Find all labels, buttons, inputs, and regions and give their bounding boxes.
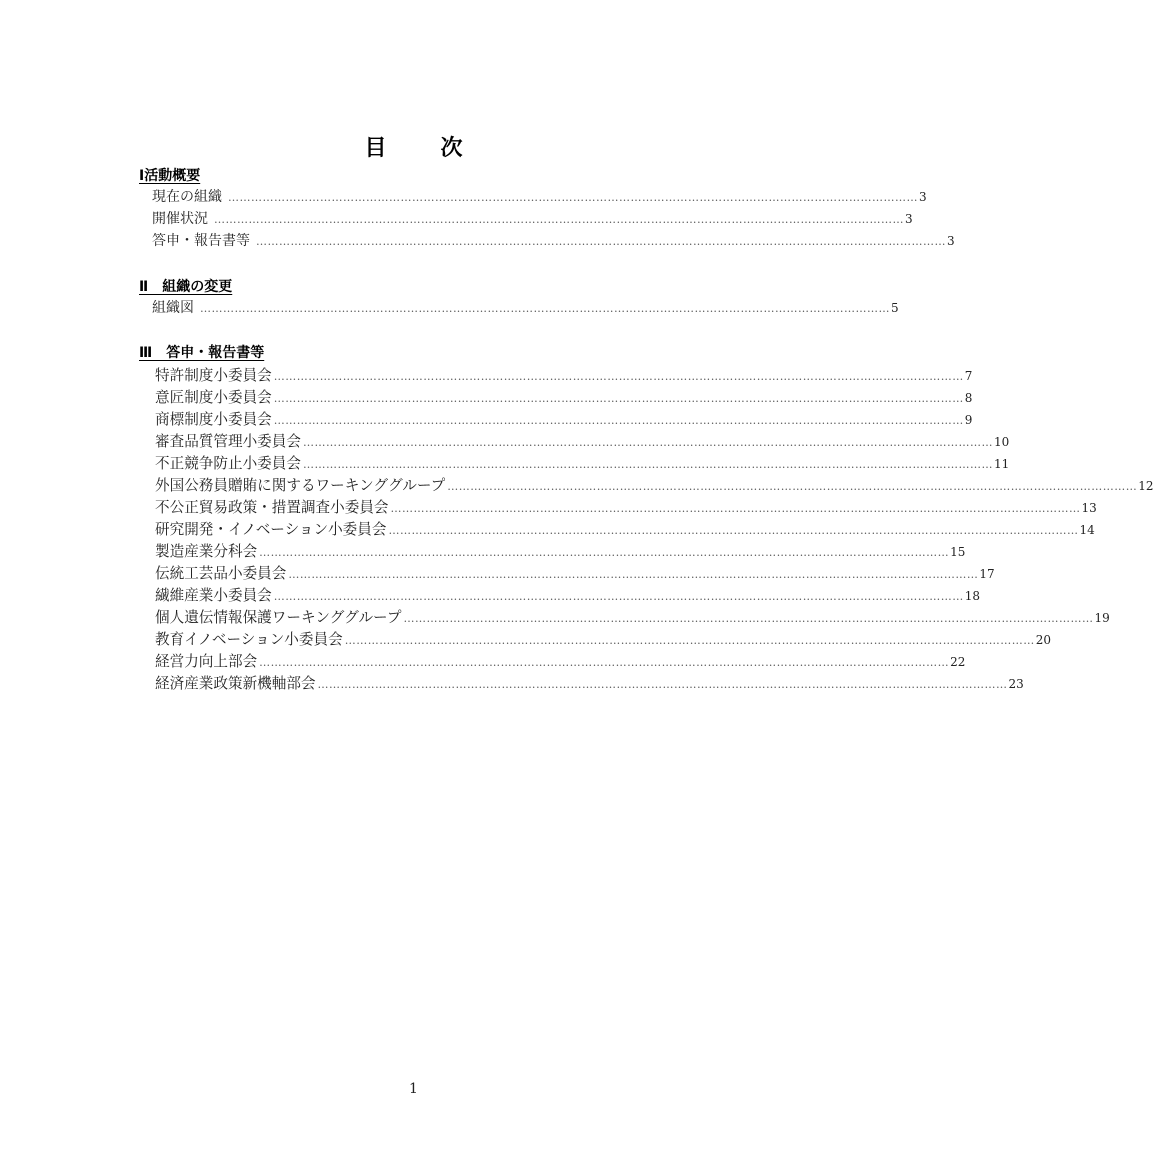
- dot-leader: ………………………………………………………………………………………………………………………………………………………………: [256, 235, 946, 248]
- toc-entry[interactable]: [155, 606, 1110, 628]
- toc-entry-label: 意匠制度小委員会: [155, 389, 272, 406]
- dot-leader: ………………………………………………………………………………………………………………………………………………………………: [317, 678, 1008, 691]
- dot-leader: ………………………………………………………………………………………………………………………………………………………………: [200, 302, 890, 315]
- toc-entry-page: 9: [964, 413, 973, 427]
- dot-leader: ………………………………………………………………………………………………………………………………………………………………: [302, 436, 993, 449]
- toc-entry[interactable]: [155, 562, 995, 584]
- dot-leader: ………………………………………………………………………………………………………………………………………………………………: [288, 568, 979, 581]
- toc-entry-page: 13: [1081, 501, 1097, 515]
- toc-entry-label: 組織図: [152, 300, 194, 316]
- page-number: 1: [409, 1081, 418, 1097]
- toc-entry-label: 答申・報告書等: [152, 233, 250, 249]
- toc-entry[interactable]: [155, 474, 1154, 496]
- toc-entry-label: 商標制度小委員会: [155, 411, 272, 428]
- dot-leader: ………………………………………………………………………………………………………………………………………………………………: [344, 634, 1035, 647]
- toc-entry-label: 繊維産業小委員会: [155, 587, 272, 604]
- toc-entry[interactable]: [155, 540, 966, 562]
- toc-entry-page: 10: [993, 435, 1010, 449]
- toc-entry-label: 不公正貿易政策・措置調査小委員会: [155, 499, 389, 516]
- toc-entry-label: 審査品質管理小委員会: [155, 433, 301, 450]
- toc-entry-page: 3: [919, 190, 927, 204]
- toc-entry[interactable]: [152, 297, 899, 319]
- toc-entry-label: 特許制度小委員会: [155, 367, 272, 384]
- toc-entry-page: 8: [964, 391, 973, 405]
- toc-entry-page: 15: [950, 545, 966, 559]
- toc-entry-page: 12: [1138, 479, 1154, 493]
- dot-leader: ………………………………………………………………………………………………………………………………………………………………: [273, 414, 964, 427]
- dot-leader: ………………………………………………………………………………………………………………………………………………………………: [388, 524, 1079, 537]
- toc-entry[interactable]: [155, 650, 966, 672]
- toc-entry-page: 23: [1008, 677, 1024, 691]
- dot-leader: ………………………………………………………………………………………………………………………………………………………………: [228, 191, 918, 204]
- toc-entry[interactable]: [155, 518, 1095, 540]
- dot-leader: ………………………………………………………………………………………………………………………………………………………………: [302, 458, 993, 471]
- dot-leader: ………………………………………………………………………………………………………………………………………………………………: [214, 213, 904, 226]
- dot-leader: ………………………………………………………………………………………………………………………………………………………………: [273, 370, 964, 383]
- dot-leader: ………………………………………………………………………………………………………………………………………………………………: [447, 480, 1138, 493]
- page-title: 目 次: [364, 136, 479, 161]
- toc-entry-label: 経営力向上部会: [155, 653, 258, 670]
- dot-leader: ………………………………………………………………………………………………………………………………………………………………: [273, 590, 964, 603]
- toc-entry-label: 外国公務員贈賄に関するワーキンググループ: [155, 477, 446, 494]
- toc-entry-label: 伝統工芸品小委員会: [155, 565, 287, 582]
- toc-entry-label: 製造産業分科会: [155, 543, 258, 560]
- toc-entry-page: 3: [947, 234, 955, 248]
- section-heading-2: Ⅱ 組織の変更: [139, 279, 233, 295]
- toc-entry-page: 14: [1079, 523, 1095, 537]
- toc-entry-page: 20: [1035, 633, 1051, 647]
- dot-leader: ………………………………………………………………………………………………………………………………………………………………: [259, 546, 950, 559]
- toc-entry[interactable]: [155, 672, 1024, 694]
- toc-entry-label: 現在の組織: [152, 189, 222, 205]
- dot-leader: ………………………………………………………………………………………………………………………………………………………………: [390, 502, 1081, 515]
- toc-entry-label: 経済産業政策新機軸部会: [155, 675, 316, 692]
- toc-entry-page: 11: [993, 457, 1010, 471]
- toc-entry[interactable]: [155, 364, 973, 386]
- toc-entry[interactable]: [152, 186, 927, 208]
- toc-entry-page: 22: [950, 655, 966, 669]
- section-heading-3: Ⅲ 答申・報告書等: [139, 345, 265, 361]
- toc-entry-label: 教育イノベーション小委員会: [155, 631, 343, 648]
- dot-leader: ………………………………………………………………………………………………………………………………………………………………: [259, 656, 950, 669]
- toc-entry[interactable]: [152, 230, 955, 252]
- toc-entry-label: 個人遺伝情報保護ワーキンググループ: [155, 609, 402, 626]
- toc-entry[interactable]: [155, 584, 981, 606]
- toc-entry[interactable]: [155, 408, 973, 430]
- toc-entry-page: 18: [964, 589, 981, 603]
- section-heading-1: Ⅰ活動概要: [139, 168, 201, 184]
- toc-entry[interactable]: [155, 628, 1051, 650]
- toc-entry-page: 3: [905, 212, 913, 226]
- toc-entry-page: 19: [1094, 611, 1110, 625]
- toc-entry-label: 開催状況: [152, 211, 208, 227]
- toc-entry[interactable]: [155, 386, 973, 408]
- toc-entry-label: 研究開発・イノベーション小委員会: [155, 521, 387, 538]
- toc-entry[interactable]: [152, 208, 913, 230]
- toc-entry[interactable]: [155, 452, 1010, 474]
- toc-entry-label: 不正競争防止小委員会: [155, 455, 301, 472]
- toc-entry-page: 17: [979, 567, 995, 581]
- dot-leader: ………………………………………………………………………………………………………………………………………………………………: [273, 392, 964, 405]
- toc-entry[interactable]: [155, 496, 1097, 518]
- toc-entry-page: 5: [891, 301, 899, 315]
- toc-entry[interactable]: [155, 430, 1010, 452]
- dot-leader: ………………………………………………………………………………………………………………………………………………………………: [403, 612, 1094, 625]
- toc-entry-page: 7: [964, 369, 973, 383]
